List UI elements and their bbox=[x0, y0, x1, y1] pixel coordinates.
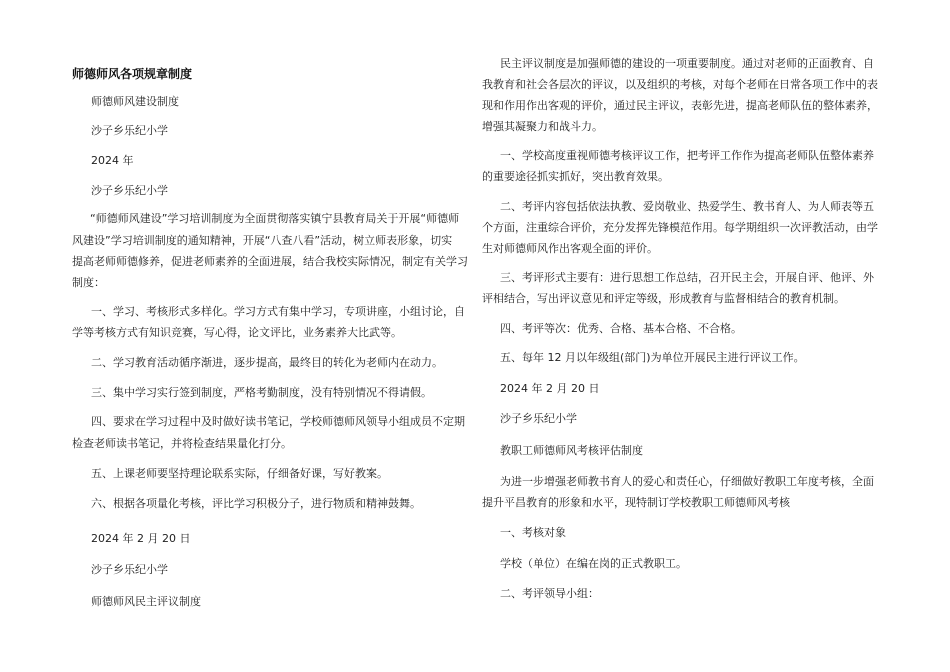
date-line: 2024 年 2 月 20 日 bbox=[91, 532, 191, 545]
paragraph-line: 二、学习教育活动循序渐进，逐步提高，最终目的转化为老师内在动力。 bbox=[91, 356, 443, 369]
paragraph-line: 学校（单位）在编在岗的正式教职工。 bbox=[500, 557, 687, 570]
paragraph-line: 个方面，注重综合评价，充分发挥先锋模范作用。每学期组织一次评教活动，由学 bbox=[482, 221, 878, 234]
paragraph-line: 2024 年 bbox=[91, 154, 134, 167]
paragraph-line: 二、考评内容包括依法执教、爱岗敬业、热爱学生、教书育人、为人师表等五 bbox=[500, 200, 874, 213]
paragraph-line: 五、每年 12 月以年级组(部门)为单位开展民主进行评议工作。 bbox=[500, 351, 805, 364]
school-name-line: 沙子乡乐纪小学 bbox=[91, 563, 168, 576]
paragraph-line: 生对师德师风作出客观全面的评价。 bbox=[482, 242, 658, 255]
paragraph-line: 沙子乡乐纪小学 bbox=[91, 124, 168, 137]
paragraph-line: 六、根据各项量化考核，评比学习积极分子，进行物质和精神鼓舞。 bbox=[91, 497, 421, 510]
paragraph-line: 民主评议制度是加强师德的建设的一项重要制度。通过对老师的正面教育、自 bbox=[500, 57, 874, 70]
paragraph-line: 评相结合，写出评议意见和评定等级，形成教育与监督相结合的教育机制。 bbox=[482, 292, 845, 305]
paragraph-line: 三、集中学习实行签到制度，严格考勤制度，没有特别情况不得请假。 bbox=[91, 386, 432, 399]
paragraph-line: 现和作用作出客观的评价，通过民主评议，表彰先进，提高老师队伍的整体素养， bbox=[482, 99, 878, 112]
paragraph-line: 沙子乡乐纪小学 bbox=[91, 184, 168, 197]
paragraph-line: 制度： bbox=[72, 276, 105, 289]
paragraph-line: 一、考核对象 bbox=[500, 526, 566, 539]
paragraph-line: 四、考评等次：优秀、合格、基本合格、不合格。 bbox=[500, 322, 742, 335]
paragraph-line: 学等考核方式有知识竞赛，写心得，论文评比，业务素养大比武等。 bbox=[72, 326, 402, 339]
paragraph-line: 我教育和社会各层次的评议，以及组织的考核，对每个老师在日常各项工作中的表 bbox=[482, 78, 878, 91]
document-title: 师德师风各项规章制度 bbox=[72, 67, 193, 81]
paragraph-line: 师德师风建设制度 bbox=[91, 95, 179, 108]
date-line: 2024 年 2 月 20 日 bbox=[500, 382, 600, 395]
paragraph-line: 一、学习、考核形式多样化。学习方式有集中学习，专项讲座，小组讨论，自 bbox=[91, 305, 465, 318]
paragraph-line: 三、考评形式主要有：进行思想工作总结，召开民主会，开展自评、他评、外 bbox=[500, 271, 874, 284]
paragraph-line: 为进一步增强老师教书育人的爱心和责任心，仔细做好教职工年度考核，全面 bbox=[500, 475, 874, 488]
paragraph-line: 五、上课老师要坚持理论联系实际，仔细备好课，写好教案。 bbox=[91, 467, 388, 480]
section-heading-line: 教职工师德师风考核评估制度 bbox=[500, 444, 643, 457]
paragraph-line: “师德师风建设”学习培训制度为全面贯彻落实镇宁县教育局关于开展“师德师 bbox=[90, 212, 460, 225]
paragraph-line: 检查老师读书笔记，并将检查结果量化打分。 bbox=[72, 437, 292, 450]
paragraph-line: 的重要途径抓实抓好，突出教育效果。 bbox=[482, 170, 669, 183]
paragraph-line: 二、考评领导小组： bbox=[500, 587, 599, 600]
paragraph-line: 一、学校高度重视师德考核评议工作，把考评工作作为提高老师队伍整体素养 bbox=[500, 149, 874, 162]
paragraph-line: 四、要求在学习过程中及时做好读书笔记，学校师德师风领导小组成员不定期 bbox=[91, 415, 465, 428]
paragraph-line: 提升平昌教育的形象和水平，现特制订学校教职工师德师风考核 bbox=[482, 496, 790, 509]
paragraph-line: 提高老师师德修养，促进老师素养的全面进展，结合我校实际情况，制定有关学习 bbox=[72, 255, 468, 268]
section-heading-line: 师德师风民主评议制度 bbox=[91, 595, 201, 608]
paragraph-line: 增强其凝聚力和战斗力。 bbox=[482, 120, 603, 133]
paragraph-line: 风建设”学习培训制度的通知精神，开展“八查八看”活动，树立师表形象，切实 bbox=[72, 234, 453, 247]
school-name-line: 沙子乡乐纪小学 bbox=[500, 412, 577, 425]
